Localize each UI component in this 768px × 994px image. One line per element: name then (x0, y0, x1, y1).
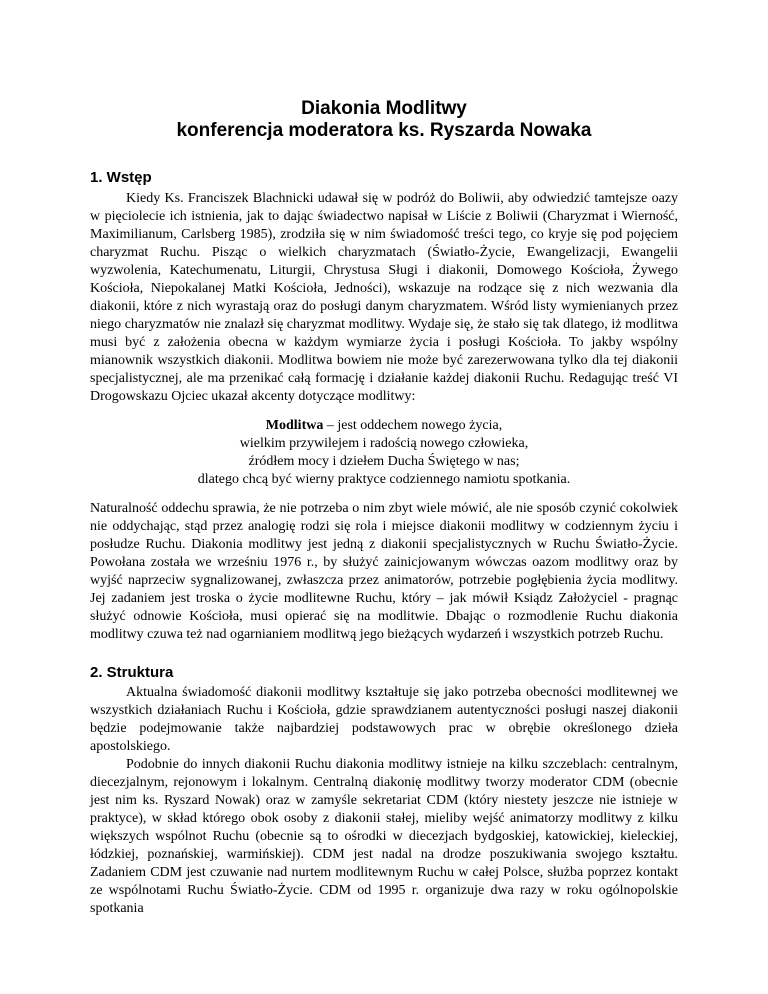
quote-line: dlatego chcą być wierny praktyce codziennego namiotu spotkania. (197, 472, 571, 487)
section-heading-intro: 1. Wstęp (90, 169, 152, 186)
document-title (90, 98, 678, 142)
title-line-1: Diakonia Modlitwy (301, 98, 467, 119)
paragraph: Kiedy Ks. Franciszek Blachnicki udawał się w podróż do Boliwii, aby odwiedzić tamtejsze oazy w pięciolecie ich istnienia, jak to dając świadectwo napisał w Liście z Boliwii (Charyzmat i Wierność, Maximilianum, Carlsberg 1985), zrodziła się w nim świadomość treści tego, co kryje się pod pojęciem charyzmat Ruchu. Pisząc o wielkich charyzmatach (Światło-Życie, Ewangelizacji, Ewangelii wyzwolenia, Katechumenatu, Liturgii, Chrystusa Sługi i diakonii, Domowego Kościoła, Żywego Kościoła, Niepokalanej Matki Kościoła, Jedności), wskazuje na rodzące się z nich wezwania dla diakonii, które z nich wyrastają oraz do posługi danym charyzmatem. Wśród listy wymienianych przez niego charyzmatów nie znalazł się charyzmat modlitwy. Wydaje się, że stało się tak dlatego, iż modlitwa musi być z założenia obecna w każdym wymiarze życia i posługi Kościoła. To jakby wspólny mianownik wszystkich diakonii. Modlitwa bowiem nie może być zarezerwowana tylko dla tej diakonii specjalistycznej, ale ma przenikać całą formację i działanie każdej diakonii Ruchu. Redagując treść VI Drogowskazu Ojciec ukazał akcenty dotyczące modlitwy: (90, 191, 678, 404)
title-line-2: konferencja moderatora ks. Ryszarda Nowaka (176, 120, 592, 141)
section-body-intro (90, 190, 678, 644)
paragraph: Naturalność oddechu sprawia, że nie potrzeba o nim zbyt wiele mówić, ale nie sposób czynić cokolwiek nie oddychając, stąd przez analogię rodzi się rola i miejsce diakonii modlitwy w codziennym życiu i posłudze Ruchu. Diakonia modlitwy jest jedną z diakonii specjalistycznych w Ruchu Światło-Życie. Powołana została we wrześniu 1976 r., by służyć zainicjowanym wówczas oazom modlitwy oraz by wyjść naprzeciw sygnalizowanej, zwłaszcza przez animatorów, potrzebie pogłębienia życia modlitwy. Jej zadaniem jest troska o życie modlitewne Ruchu, który – jak mówił Ksiądz Założyciel - pragnąc służyć odnowie Kościoła, musi opierać się na modlitwie. Dbając o rozmodlenie Ruchu diakonia modlitwy czuwa też nad ogarnianiem modlitwą jego bieżących wydarzeń i wszystkich potrzeb Ruchu. (90, 501, 678, 642)
quote-line (90, 417, 678, 435)
quote-bold-word: Modlitwa (265, 418, 324, 433)
section-body-structure (90, 684, 678, 918)
paragraph: Aktualna świadomość diakonii modlitwy kształtuje się jako potrzeba obecności modlitewnej we wszystkich działaniach Ruchu i Kościoła, gdzie sprawdzianem autentyczności posługi naszej diakonii będzie podejmowanie także najbardziej podstawowych prac w obrębie określonego dzieła apostolskiego. (90, 685, 678, 754)
section-heading-structure: 2. Struktura (90, 664, 174, 681)
quote-line: źródłem mocy i dziełem Ducha Świętego w nas; (248, 454, 520, 469)
paragraph: Podobnie do innych diakonii Ruchu diakonia modlitwy istnieje na kilku szczeblach: centralnym, diecezjalnym, rejonowym i lokalnym. Centralną diakonię modlitwy tworzy moderator CDM (obecnie jest nim ks. Ryszard Nowak) oraz w zamyśle sekretariat CDM (który niestety jeszcze nie istnieje w praktyce), w skład którego obok osoby z diakonii stałej, mieliby wejść animatorzy modlitwy z kilku większych wspólnot Ruchu (obecnie są to ośrodki w diecezjach bydgoskiej, katowickiej, kieleckiej, łódzkiej, poznańskiej, warmińskiej). CDM jest nadal na drodze poszukiwania swojego kształtu. Zadaniem CDM jest czuwanie nad nurtem modlitewnym Ruchu w całej Polsce, służba poprzez kontakt ze wspólnotami Ruchu Światło-Życie. CDM od 1995 r. organizuje dwa razy w roku ogólnopolskie spotkania (90, 757, 678, 916)
quote-line: wielkim przywilejem i radością nowego człowieka, (239, 436, 529, 451)
quote-line-rest: – jest oddechem nowego życia, (323, 418, 503, 433)
